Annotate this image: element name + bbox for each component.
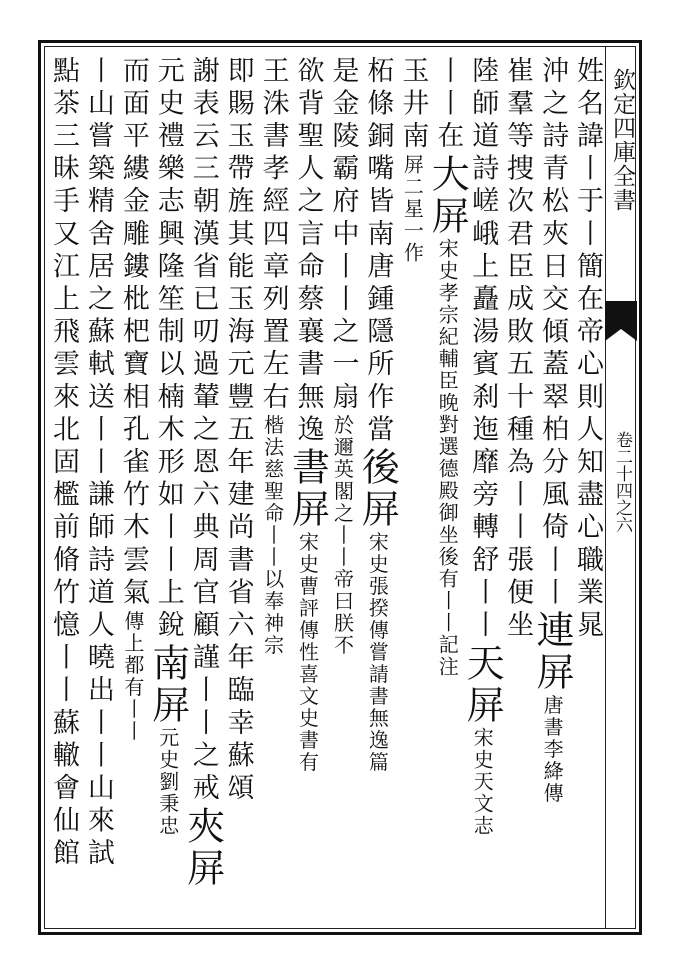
annotation-text: 宋史曹評傳性喜文史書有 (295, 531, 320, 774)
text-column (285, 56, 330, 922)
text-column (80, 56, 115, 922)
heading-term: 南屏 (145, 642, 190, 727)
text-column (145, 56, 190, 922)
annotation-text: 宋史張揆傳嘗請書無逸篇 (365, 531, 390, 774)
body-text: 點茶三昧手又江上飛雲來北固檻前脩竹憶丨丨蘇轍會仙館 (47, 56, 79, 871)
body-text: 欲背聖人之言命蔡襄書無逸 (292, 56, 324, 448)
body-text: 玉井南 (397, 56, 429, 154)
text-column (569, 56, 604, 922)
text-column (325, 56, 360, 922)
body-text: 即賜玉帶旌其能玉海元豐五年建尚書省六年臨幸蘇頌 (222, 56, 254, 806)
body-text: 丨山嘗築精舍居之蘇軾送丨丨謙師詩道人曉出丨丨山來試 (82, 56, 114, 871)
annotation-text: 楷法慈聖命丨丨以奉神宗 (260, 414, 285, 657)
annotation-text: 宋史孝宗紀輔臣晚對選德殿御坐後有丨丨記注 (435, 237, 460, 678)
annotation-text: 屏二星一作 (400, 153, 425, 264)
body-text: 元史禮樂志興隆笙制以楠木形如丨丨上銳 (152, 56, 184, 643)
heading-term: 夾屏 (180, 805, 225, 890)
heading-term: 大屏 (425, 153, 470, 238)
body-text: 崔羣等捜次君臣成敗五十種為丨丨張便坐 (502, 56, 534, 643)
annotation-text: 於邇英閣之丨丨帝曰朕不 (330, 414, 355, 657)
body-text: 丨丨在 (432, 56, 464, 154)
book-title: 欽定四庫全書 (609, 68, 635, 212)
text-column (115, 56, 150, 922)
heading-term: 後屏 (355, 447, 400, 532)
body-text: 而面平縷金雕鏤枇杷寶相孔雀竹木雲氣 (117, 56, 149, 611)
body-text: 姓名諱丨于丨簡在帝心則人知盡心職業晁 (572, 56, 603, 643)
text-column (255, 56, 290, 922)
text-column (460, 56, 505, 922)
annotation-text: 宋史天文志 (470, 726, 495, 837)
text-column (180, 56, 225, 922)
body-text: 陸師道詩嵯峨上矗湯賓刹迤靡旁轉舒丨丨 (467, 56, 499, 643)
annotation-text: 傳上都有丨丨 (120, 610, 145, 743)
body-text: 是金陵霸府中丨丨之一扇 (327, 56, 359, 415)
text-column (425, 56, 470, 922)
body-text: 謝表云三朝漢省已叨過輦之恩六典周官顧謹丨丨之戒 (187, 56, 219, 806)
heading-term: 連屏 (530, 610, 575, 695)
body-text: 沖之詩青松夾日交傾蓋翠柏分風倚丨丨 (537, 56, 569, 611)
annotation-text: 唐書李絳傳 (540, 694, 565, 805)
text-column (355, 56, 400, 922)
page-margin-column (605, 46, 636, 929)
text-column (499, 56, 534, 922)
heading-term: 天屏 (460, 642, 505, 727)
annotation-text: 元史劉秉忠 (155, 726, 180, 837)
text-column (220, 56, 255, 922)
text-column (45, 56, 80, 922)
heading-term: 書屏 (285, 447, 330, 532)
fish-tail-ornament-icon (605, 301, 637, 341)
volume-label: 卷二十四之六 (612, 431, 632, 533)
body-text: 王洙書孝經四章列置左右 (257, 56, 289, 415)
text-column (530, 56, 575, 922)
body-text: 柘條銅嘴皆南唐鍾隱所作當 (362, 56, 394, 448)
text-column (394, 56, 429, 922)
